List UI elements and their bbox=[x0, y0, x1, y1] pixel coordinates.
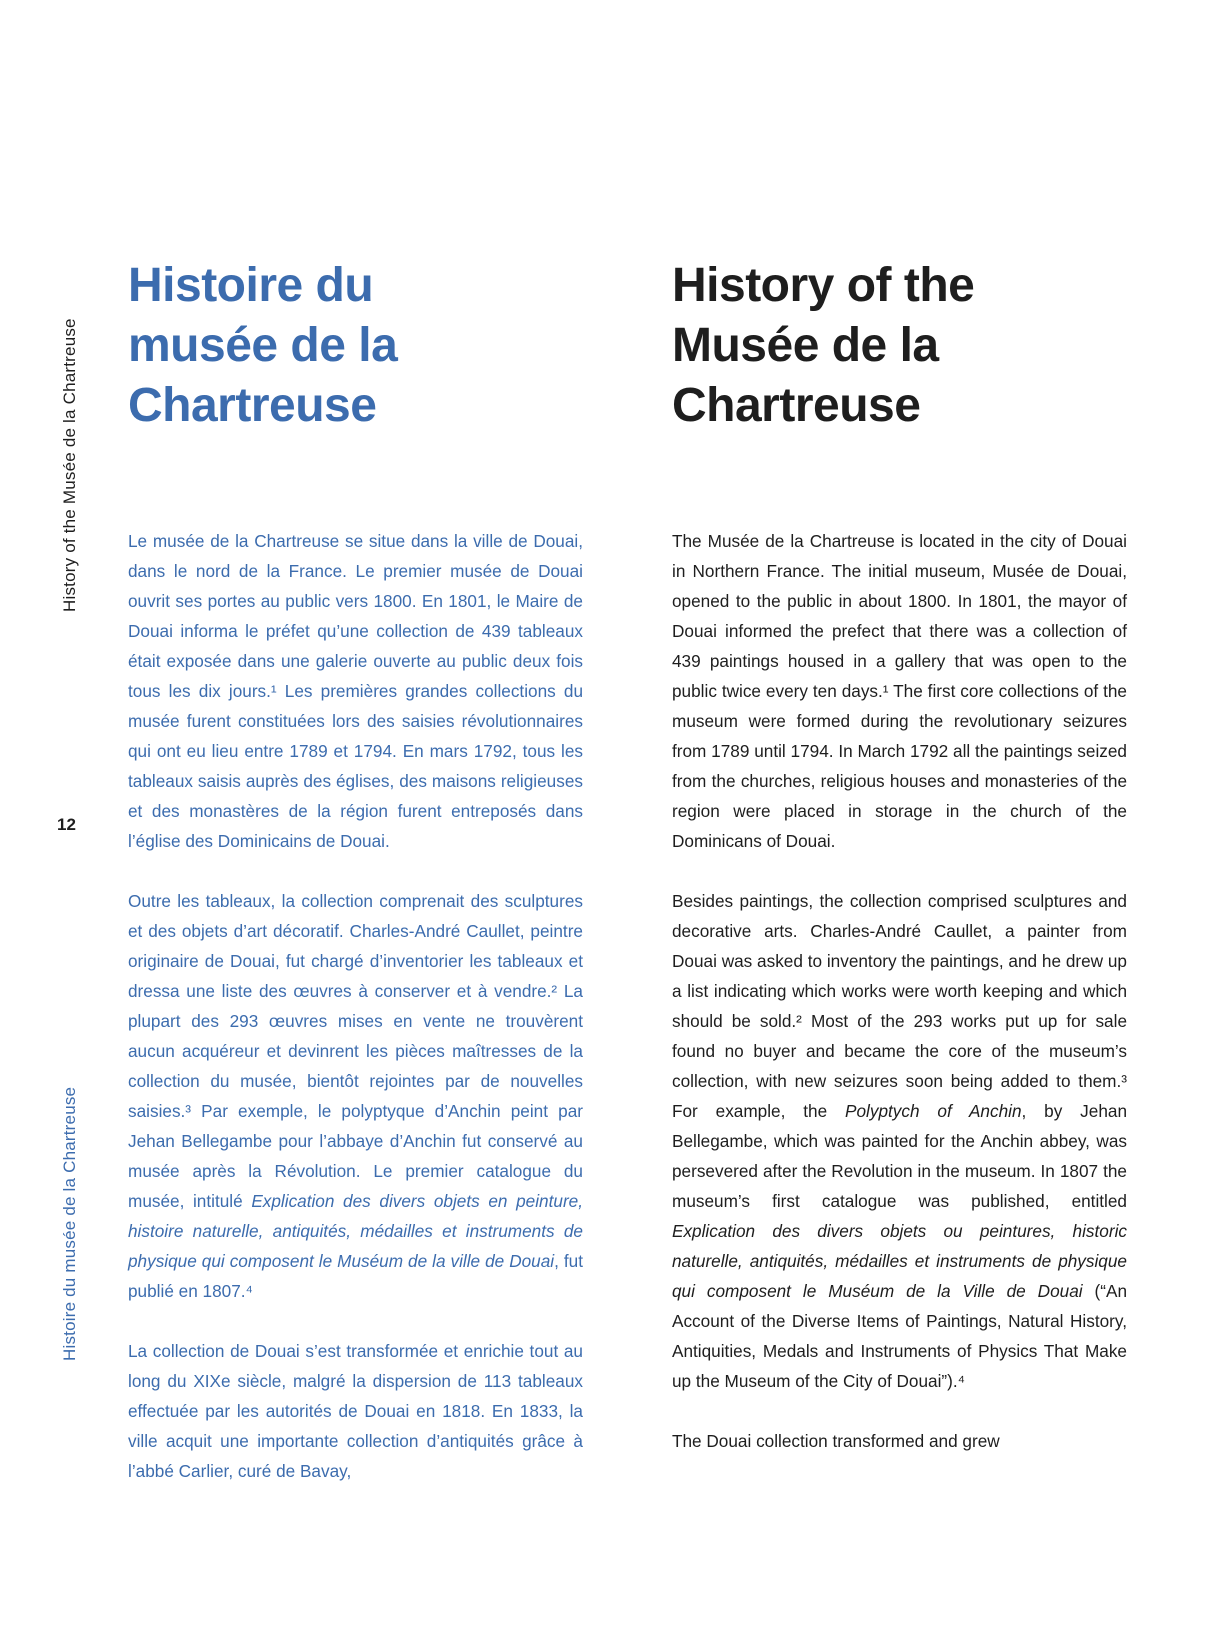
page-number: 12 bbox=[57, 815, 76, 834]
english-paragraph-1: The Musée de la Chartreuse is located in the city of Douai in Northern France. The initial museum, Musée de Douai, opened to the public in about 1800. In 1801, the mayor of Douai informed the prefect that there was a collection of 439 paintings housed in a gallery that was open to the public twice every ten days.¹ The first core collections of the museum were formed during the revolutionary seizures from 1789 until 1794. In March 1792 all the paintings seized from the churches, religious houses and monasteries of the region were placed in storage in the church of the Dominicans of Douai. bbox=[672, 531, 1127, 851]
french-body bbox=[128, 526, 583, 1516]
english-paragraph-2-end: (“An Account of the Diverse Items of Paintings, Natural History, Antiquities, Medals and Instruments of Physics That Make up the Museum of the City of Douai”).⁴ bbox=[672, 1281, 1127, 1391]
running-title-english: History of the Musée de la Chartreuse bbox=[60, 318, 79, 612]
french-paragraph-1: Le musée de la Chartreuse se situe dans la ville de Douai, dans le nord de la France. Le premier musée de Douai ouvrit ses portes au public vers 1800. En 1801, le Maire de Douai informa le préfet qu’une collection de 439 tableaux était exposée dans une galerie ouverte au public deux fois tous les dix jours.¹ Les premières grandes collections du musée furent constituées lors des saisies révolutionnaires qui ont eu lieu entre 1789 et 1794. En mars 1792, tous les tableaux saisis auprès des églises, des maisons religieuses et des monastères de la région furent entreposés dans l’église des Dominicains de Douai. bbox=[128, 531, 583, 851]
french-paragraph-2-end: , fut publié en 1807.⁴ bbox=[128, 1251, 583, 1301]
french-catalogue-title: Explication des divers objets en peinture, histoire naturelle, antiquités, médailles et instruments de physique qui composent le Muséum de la ville de Douai bbox=[128, 1191, 583, 1271]
english-column bbox=[672, 256, 1127, 1451]
english-work-title: Polyptych of Anchin bbox=[845, 1101, 1022, 1121]
french-title bbox=[128, 256, 583, 436]
english-paragraph-2-text: Besides paintings, the collection comprised sculptures and decorative arts. Charles-André Caullet, a painter from Douai was asked to inventory the paintings, and he drew up a list indicating which works were worth keeping and which should be sold.² Most of the 293 works put up for sale found no buyer and became the core of the museum’s collection, with new seizures soon being added to them.³ For example, the bbox=[672, 891, 1127, 1121]
english-title-line: Chartreuse bbox=[672, 379, 921, 432]
french-title-line: musée de la bbox=[128, 319, 398, 372]
english-paragraph-2-middle: , by Jehan Bellegambe, which was painted for the Anchin abbey, was persevered after the Revolution in the museum. In 1807 the museum’s first catalogue was published, entitled bbox=[672, 1101, 1127, 1211]
french-title-line: Histoire du bbox=[128, 259, 374, 312]
english-title-line: History of the bbox=[672, 259, 975, 312]
french-paragraph-2 bbox=[128, 886, 583, 1306]
french-column bbox=[128, 256, 583, 1481]
running-title-french: Histoire du musée de la Chartreuse bbox=[60, 1086, 79, 1361]
english-paragraph-2 bbox=[672, 886, 1127, 1396]
english-paragraph-3: The Douai collection transformed and grew bbox=[672, 1431, 1000, 1451]
english-title-line: Musée de la bbox=[672, 319, 939, 372]
french-paragraph-2-text: Outre les tableaux, la collection comprenait des sculptures et des objets d’art décoratif. Charles-André Caullet, peintre originaire de Douai, fut chargé d’inventorier les tableaux et dressa une liste des œuvres à conserver et à vendre.² La plupart des 293 œuvres mises en vente ne trouvèrent aucun acquéreur et devinrent les pièces maîtresses de la collection du musée, bientôt rejointes par de nouvelles saisies.³ Par exemple, le polyptyque d’Anchin peint par Jehan Bellegambe pour l’abbaye d’Anchin fut conservé au musée après la Révolution. Le premier catalogue du musée, intitulé bbox=[128, 891, 583, 1211]
english-body bbox=[672, 526, 1127, 1486]
french-title-line: Chartreuse bbox=[128, 379, 377, 432]
french-paragraph-3: La collection de Douai s’est transformée et enrichie tout au long du XIXe siècle, malgré la dispersion de 113 tableaux effectuée par les autorités de Douai en 1818. En 1833, la ville acquit une importante collection d’antiquités grâce à l’abbé Carlier, curé de Bavay, bbox=[128, 1341, 583, 1481]
english-catalogue-title: Explication des divers objets ou peintures, historic naturelle, antiquités, médailles et instruments de physique qui composent le Muséum de la Ville de Douai bbox=[672, 1221, 1127, 1301]
english-title bbox=[672, 256, 1127, 436]
